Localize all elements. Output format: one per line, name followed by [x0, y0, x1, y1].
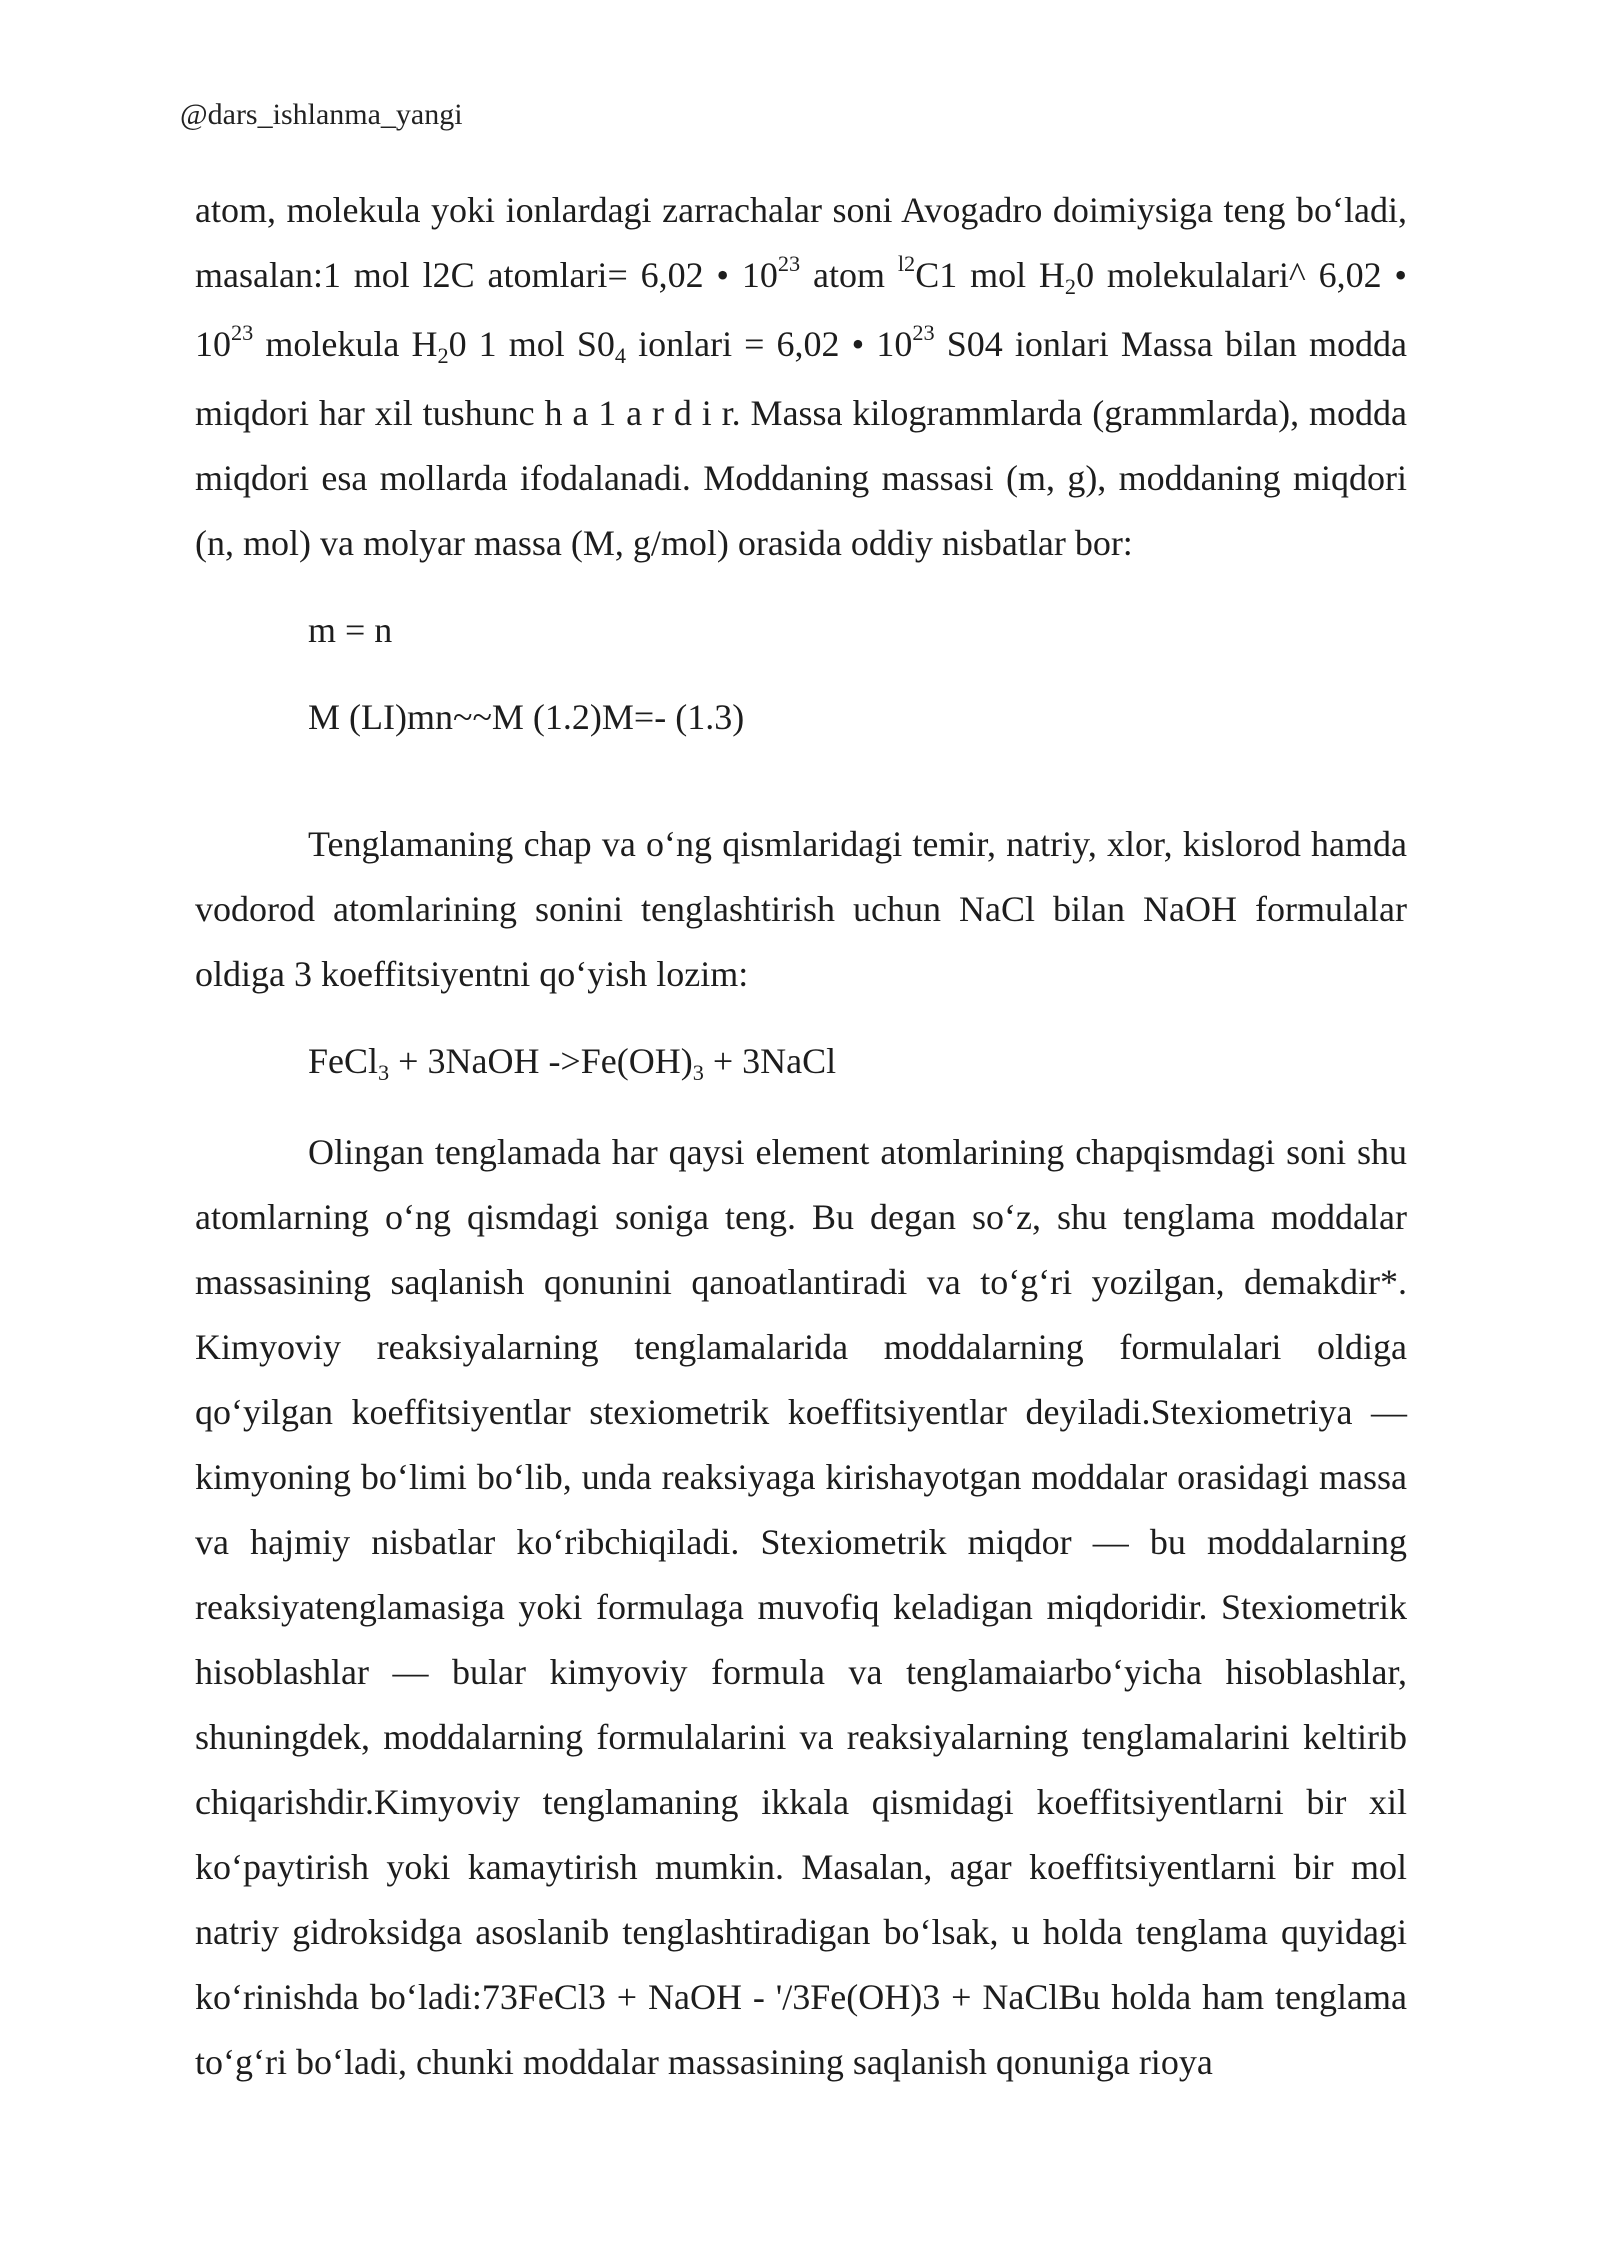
reaction-equation	[195, 1029, 1407, 1098]
text-run: + 3NaCl	[703, 1041, 837, 1081]
superscript: 23	[231, 320, 254, 346]
subscript: 3	[692, 1059, 704, 1085]
text-run: atom	[800, 255, 898, 295]
paragraph-stoichiometry: Olingan tenglamada har qaysi element atomlarining chapqismdagi soni shu atomlarning o‘ng qismdagi soniga teng. Bu degan so‘z, shu tenglama moddalar massasining saqlanish qonunini qanoatlantiradi va to‘g‘ri yozilgan, demakdir*. Kimyoviy reaksiyalarning tenglamalarida moddalarning formulalari oldiga qo‘yilgan koeffitsiyentlar stexiometrik koeffitsiyentlar deyiladi.Stexiometriya — kimyoning bo‘limi bo‘lib, unda reaksiyaga kirishayotgan moddalar orasidagi massa va hajmiy nisbatlar ko‘ribchiqiladi. Stexiometrik miqdor — bu moddalarning reaksiyatenglamasiga yoki formulaga muvofiq keladigan miqdoridir. Stexiometrik hisoblashlar — bular kimyoviy formula va tenglamaiarbo‘yicha hisoblashlar, shuningdek, moddalarning formulalarini va reaksiyalarning tenglamalarini keltirib chiqarishdir.Kimyoviy tenglamaning ikkala qismidagi koeffitsiyentlarni bir xil ko‘paytirish yoki kamaytirish mumkin. Masalan, agar koeffitsiyentlarni bir mol natriy gidroksidga asoslanib tenglashtiradigan bo‘lsak, u holda tenglama quyidagi ko‘rinishda bo‘ladi:73FeCl3 + NaOH - '/3Fe(OH)3 + NaClBu holda ham tenglama to‘g‘ri bo‘ladi, chunki moddalar massasining saqlanish qonuniga rioya	[195, 1132, 1407, 2082]
text-run: molekula H	[253, 324, 438, 364]
text-run: FeCl	[308, 1041, 379, 1081]
document-body	[195, 178, 1407, 2095]
superscript: 23	[912, 320, 935, 346]
text-run: 0 1 mol S0	[448, 324, 615, 364]
paragraph-avogadro	[195, 178, 1407, 576]
channel-header: @dars_ishlanma_yangi	[180, 98, 463, 131]
text-run: ionlari = 6,02 • 10	[626, 324, 913, 364]
text-run: 0 molekulalari^ 6,02 • 10	[195, 255, 1408, 364]
text-run: S04 ionlari Massa bilan modda miqdori har xil tushunc h a 1 a r d i r. Massa kilogrammlarda (grammlarda), modda miqdori esa mollarda ifodalanadi. Moddaning massasi (m, g), moddaning miqdori (n, mol) va molyar massa (M, g/mol) orasida oddiy nisbatlar bor:	[195, 324, 1407, 563]
paragraph-balancing: Tenglamaning chap va o‘ng qismlaridagi temir, natriy, xlor, kislorod hamda vodorod atomlarining sonini tenglashtirish uchun NaCl bilan NaOH formulalar oldiga 3 koeffitsiyentni qo‘yish lozim:	[195, 824, 1407, 994]
text-run: atom, molekula yoki ionlardagi zarrachalar soni Avogadro doimiysiga teng bo‘ladi, masalan:1 mol l2C atomlari= 6,02 • 10	[195, 190, 1407, 295]
subscript: 2	[1064, 273, 1077, 299]
subscript: 3	[378, 1059, 390, 1085]
subscript: 4	[614, 342, 627, 368]
subscript: 2	[437, 342, 449, 368]
text-run: + 3NaOH ->Fe(OH)	[389, 1041, 693, 1081]
superscript: 23	[777, 251, 801, 277]
formula-mass: m = n	[308, 610, 393, 650]
superscript: l2	[897, 251, 916, 277]
text-run: C1 mol H	[915, 255, 1065, 295]
formula-molar: M (LI)mn~~M (1.2)M=- (1.3)	[308, 697, 745, 737]
